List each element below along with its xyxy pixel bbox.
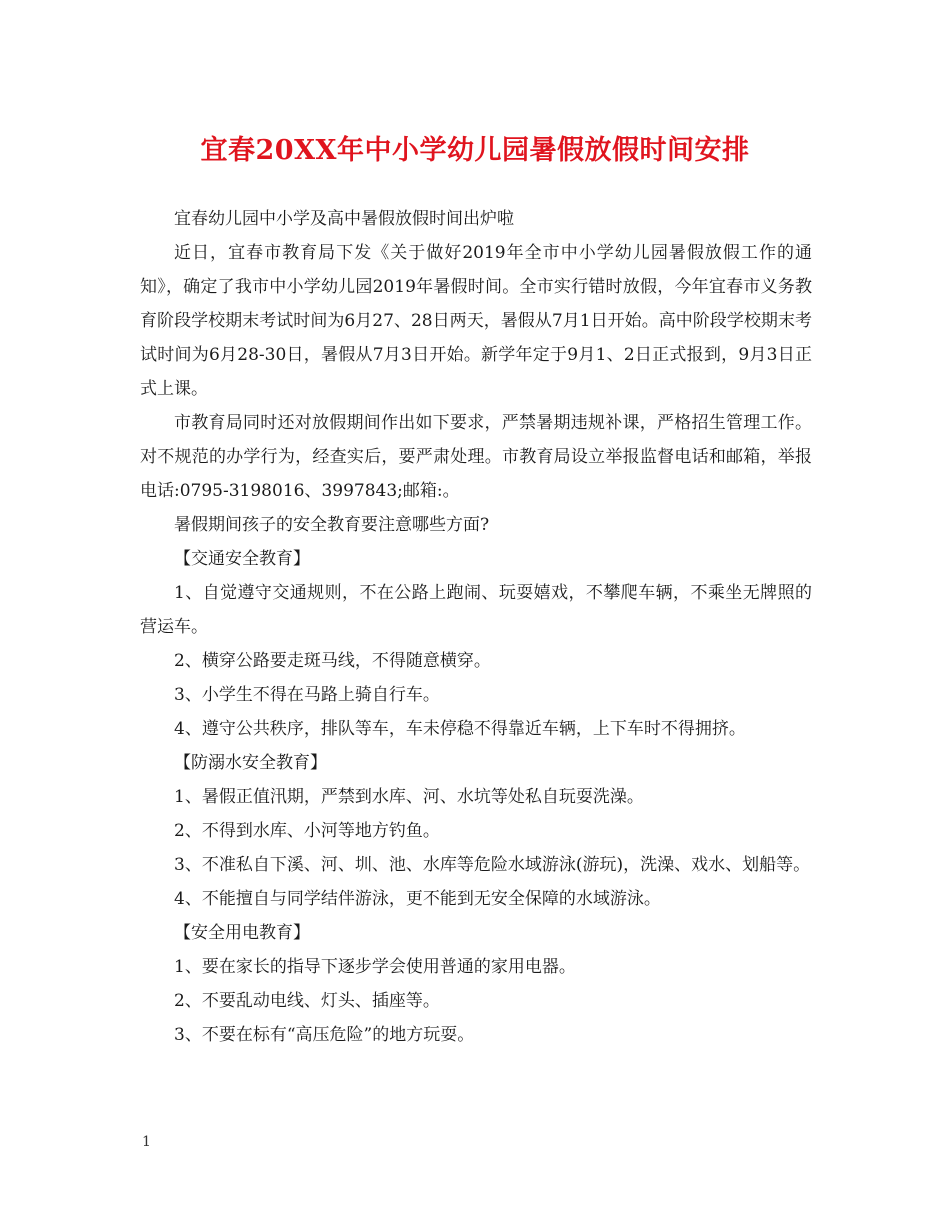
paragraph: 市教育局同时还对放假期间作出如下要求，严禁暑期违规补课，严格招生管理工作。对不规范的办学行为，经查实后，要严肃处理。市教育局设立举报监督电话和邮箱，举报电话:0795-3198016、3997843;邮箱:。	[140, 413, 812, 501]
document-title: 宜春20XX年中小学幼儿园暑假放假时间安排	[200, 135, 750, 166]
list-item: 1、暑假正值汛期，严禁到水库、河、水坑等处私自玩耍洗澡。	[174, 787, 644, 807]
page-number: 1	[142, 1134, 151, 1150]
list-item: 4、遵守公共秩序，排队等车，车未停稳不得靠近车辆，上下车时不得拥挤。	[174, 719, 746, 739]
list-item: 3、不要在标有“高压危险”的地方玩耍。	[174, 1025, 475, 1045]
list-item: 4、不能擅自与同学结伴游泳，更不能到无安全保障的水域游泳。	[174, 889, 661, 909]
list-item: 2、不要乱动电线、灯头、插座等。	[174, 991, 440, 1011]
paragraph: 近日，宜春市教育局下发《关于做好2019年全市中小学幼儿园暑假放假工作的通知》，确定了我市中小学幼儿园2019年暑假时间。全市实行错时放假，今年宜春市义务教育阶段学校期末考试时间为6月27、28日两天，暑假从7月1日开始。高中阶段学校期末考试时间为6月28-30日，暑假从7月3日开始。新学年定于9月1、2日正式报到，9月3日正式上课。	[140, 243, 812, 399]
section-heading: 【交通安全教育】	[174, 549, 310, 569]
paragraph: 宜春幼儿园中小学及高中暑假放假时间出炉啦	[174, 209, 514, 229]
paragraph: 暑假期间孩子的安全教育要注意哪些方面?	[174, 515, 490, 535]
list-item: 2、横穿公路要走斑马线，不得随意横穿。	[174, 651, 491, 671]
list-item: 3、不准私自下溪、河、圳、池、水库等危险水域游泳(游玩)，洗澡、戏水、划船等。	[174, 855, 811, 875]
list-item: 1、自觉遵守交通规则，不在公路上跑闹、玩耍嬉戏，不攀爬车辆，不乘坐无牌照的营运车。	[140, 583, 812, 637]
list-item: 2、不得到水库、小河等地方钓鱼。	[174, 821, 440, 841]
section-heading: 【安全用电教育】	[174, 923, 310, 943]
list-item: 3、小学生不得在马路上骑自行车。	[174, 685, 440, 705]
section-heading: 【防溺水安全教育】	[174, 753, 327, 773]
list-item: 1、要在家长的指导下逐步学会使用普通的家用电器。	[174, 957, 576, 977]
document-body	[140, 202, 812, 1052]
